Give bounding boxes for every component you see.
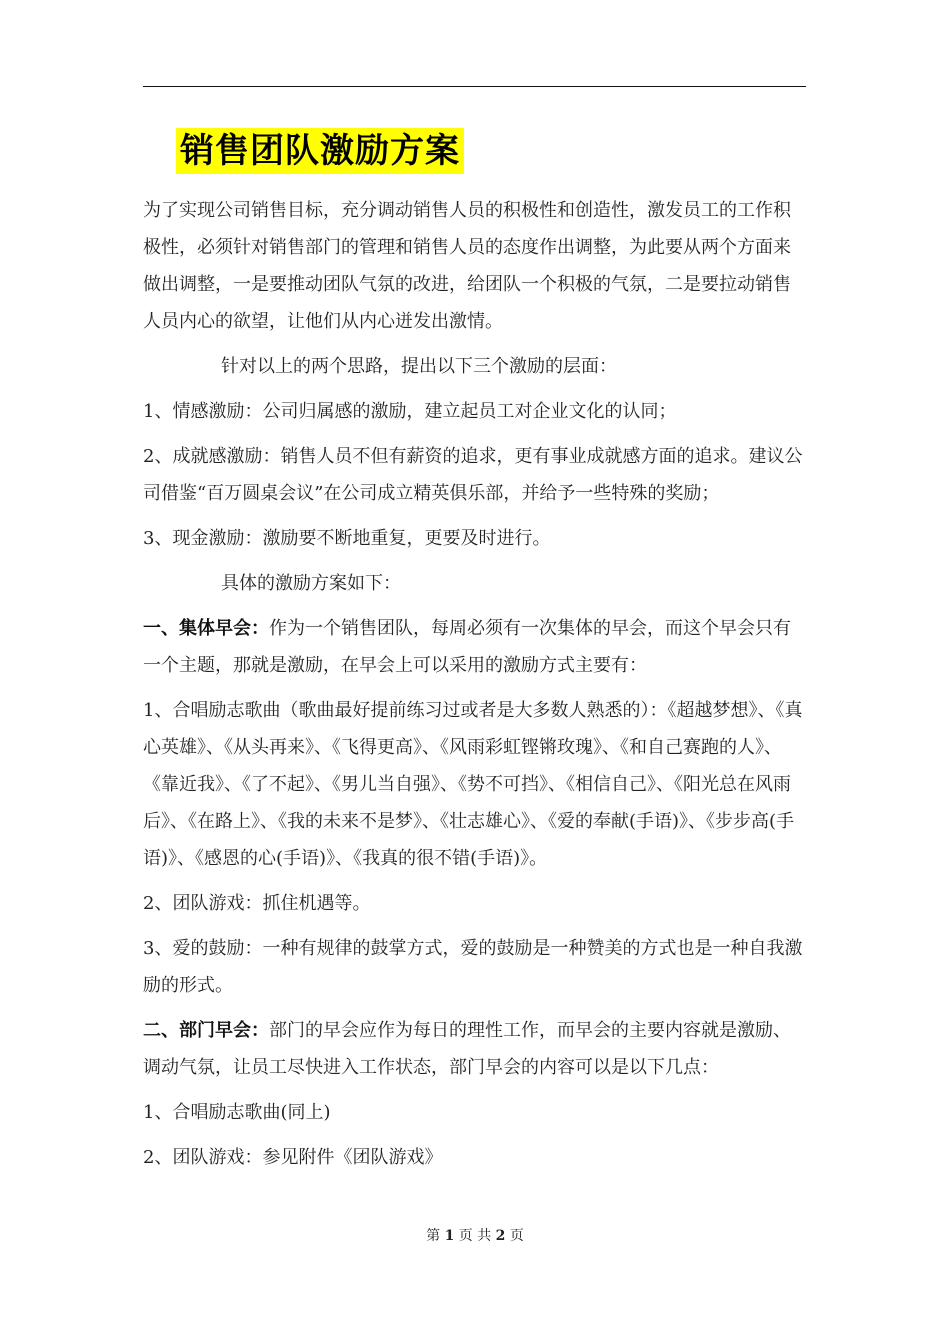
section1-paragraph — [143, 610, 808, 684]
section2-item-1: 1、合唱励志歌曲(同上) — [143, 1102, 331, 1123]
page-footer — [0, 1226, 950, 1246]
footer-suffix: 页 — [509, 1228, 524, 1244]
section2-paragraph — [143, 1012, 808, 1086]
footer-prefix: 第 — [426, 1228, 441, 1244]
section1-item-1: 1、合唱励志歌曲（歌曲最好提前练习过或者是大多数人熟悉的）：《超越梦想》、《真心英雄》、《从头再来》、《飞得更高》、《风雨彩虹铿锵玫瑰》、《和自己赛跑的人》、《靠近我》、《了不起》、《男儿当自强》、《势不可挡》、《相信自己》、《阳光总在风雨后》、《在路上》、《我的未来不是梦》、《壮志雄心》、《爱的奉献(手语)》、《步步高(手语)》、《感恩的心(手语)》、《我真的很不错(手语)》。 — [143, 700, 803, 869]
level-item-3: 3、现金激励：激励要不断地重复，更要及时进行。 — [143, 528, 551, 549]
levels-intro: 针对以上的两个思路，提出以下三个激励的层面： — [221, 356, 617, 377]
section2-heading: 二、部门早会： — [143, 1020, 269, 1041]
footer-mid: 页 共 — [458, 1228, 492, 1244]
section1-item-2: 2、团队游戏：抓住机遇等。 — [143, 893, 371, 914]
level-item-1: 1、情感激励：公司归属感的激励，建立起员工对企业文化的认同； — [143, 401, 677, 422]
footer-page-number: 1 — [444, 1228, 455, 1244]
plan-intro: 具体的激励方案如下： — [221, 573, 401, 594]
section1-heading: 一、集体早会： — [143, 618, 269, 639]
section2-item-2: 2、团队游戏：参见附件《团队游戏》 — [143, 1147, 443, 1168]
section1-text: 作为一个销售团队，每周必须有一次集体的早会，而这个早会只有一个主题，那就是激励，在早会上可以采用的激励方式主要有： — [143, 618, 791, 676]
header-rule — [143, 86, 806, 87]
document-title: 销售团队激励方案 — [176, 128, 464, 174]
title-block — [176, 128, 464, 174]
footer-total-pages: 2 — [495, 1228, 506, 1244]
section1-item-3: 3、爱的鼓励：一种有规律的鼓掌方式，爱的鼓励是一种赞美的方式也是一种自我激励的形式。 — [143, 938, 803, 996]
level-item-2: 2、成就感激励：销售人员不但有薪资的追求，更有事业成就感方面的追求。建议公司借鉴“百万圆桌会议”在公司成立精英俱乐部，并给予一些特殊的奖励； — [143, 446, 803, 504]
document-body — [143, 192, 808, 1184]
intro-paragraph: 为了实现公司销售目标，充分调动销售人员的积极性和创造性，激发员工的工作积极性，必须针对销售部门的管理和销售人员的态度作出调整，为此要从两个方面来做出调整，一是要推动团队气氛的改进，给团队一个积极的气氛，二是要拉动销售人员内心的欲望，让他们从内心迸发出激情。 — [143, 200, 791, 332]
section2-text: 部门的早会应作为每日的理性工作，而早会的主要内容就是激励、调动气氛，让员工尽快进入工作状态，部门早会的内容可以是以下几点： — [143, 1020, 791, 1078]
